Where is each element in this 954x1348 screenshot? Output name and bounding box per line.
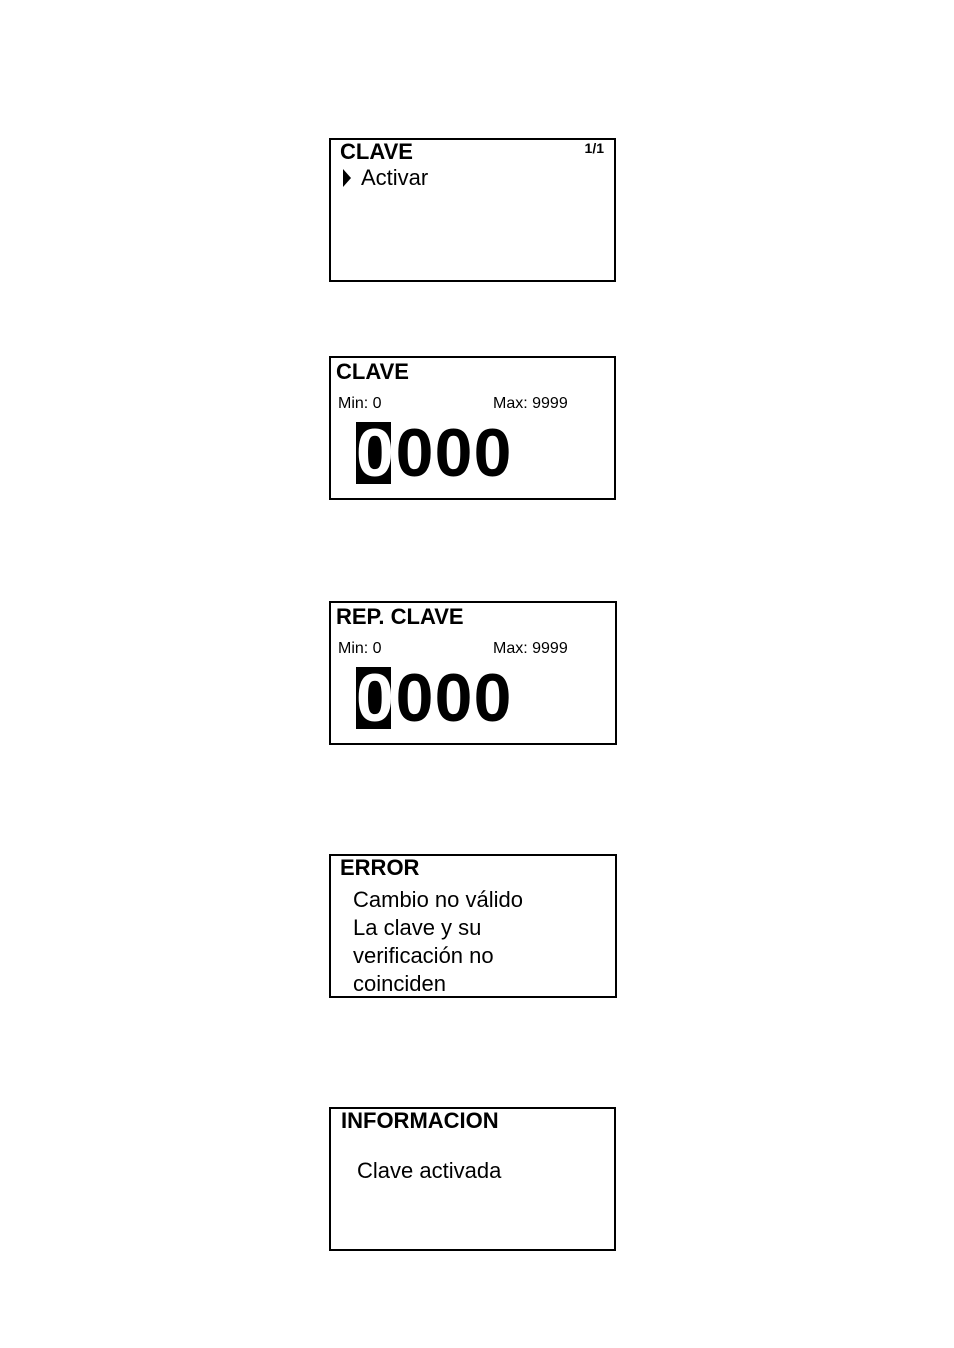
digit-1-selected[interactable]: 0 xyxy=(356,415,394,491)
clave-entry-title: CLAVE xyxy=(336,359,409,384)
digit-entry[interactable] xyxy=(356,660,512,736)
error-screen xyxy=(329,854,617,998)
digit-entry[interactable] xyxy=(356,415,512,491)
menu-item-activar[interactable] xyxy=(343,166,428,190)
error-line-3: verificación no xyxy=(353,943,494,968)
error-line-4: coinciden xyxy=(353,971,446,996)
menu-screen-title: CLAVE xyxy=(340,139,413,164)
menu-screen xyxy=(329,138,616,282)
error-title: ERROR xyxy=(340,855,420,880)
max-label: Max: 9999 xyxy=(493,640,568,657)
rep-clave-entry-screen xyxy=(329,601,617,745)
error-message xyxy=(353,886,523,998)
error-line-2: La clave y su xyxy=(353,915,482,940)
min-label: Min: 0 xyxy=(338,395,382,412)
triangle-right-icon xyxy=(343,169,351,187)
error-line-1: Cambio no válido xyxy=(353,887,523,912)
digit-3[interactable]: 0 xyxy=(434,660,473,736)
info-screen xyxy=(329,1107,616,1251)
digit-3[interactable]: 0 xyxy=(434,415,473,491)
digit-4[interactable]: 0 xyxy=(473,660,512,736)
rep-clave-entry-title: REP. CLAVE xyxy=(336,604,464,629)
info-title: INFORMACION xyxy=(341,1108,499,1133)
clave-entry-screen xyxy=(329,356,616,500)
page-indicator: 1/1 xyxy=(584,140,604,156)
min-label: Min: 0 xyxy=(338,640,382,657)
info-message: Clave activada xyxy=(357,1158,502,1183)
digit-2[interactable]: 0 xyxy=(395,415,434,491)
digit-4[interactable]: 0 xyxy=(473,415,512,491)
menu-item-label: Activar xyxy=(361,165,429,190)
digit-1-selected[interactable]: 0 xyxy=(356,660,394,736)
digit-2[interactable]: 0 xyxy=(395,660,434,736)
max-label: Max: 9999 xyxy=(493,395,568,412)
